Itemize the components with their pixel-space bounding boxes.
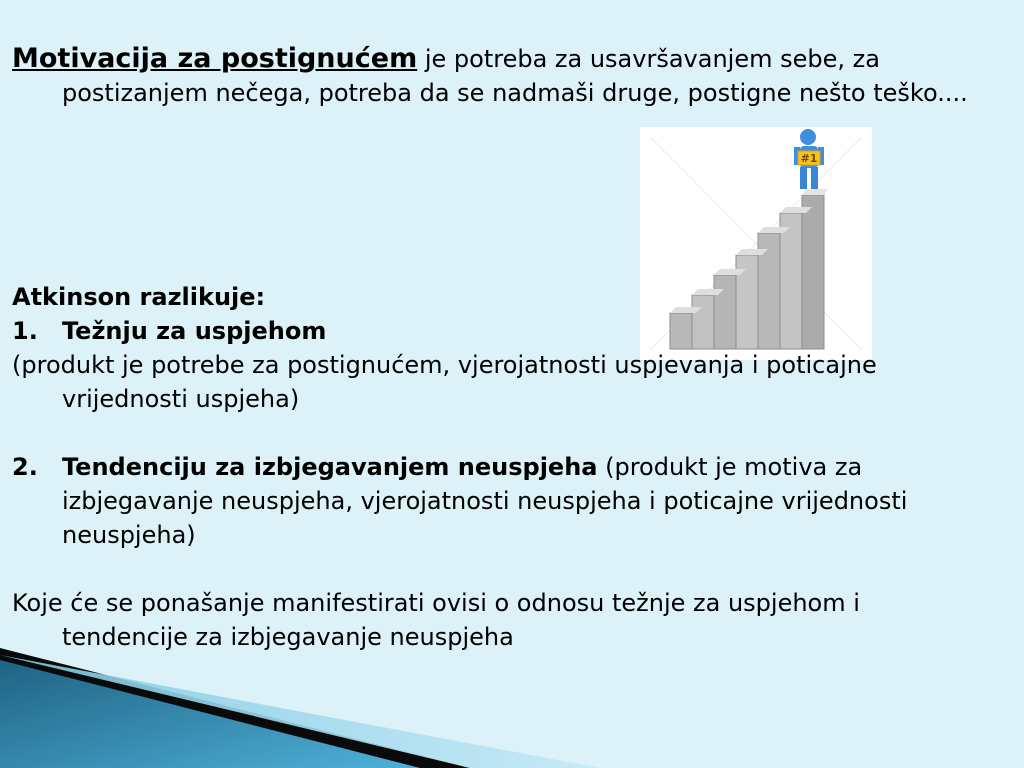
conclusion-paragraph: Koje će se ponašanje manifestirati ovisi o odnosu težnje za uspjehom i tendencije za izbjegavanje neuspjeha — [12, 589, 860, 651]
list-item-1 — [12, 314, 972, 348]
slide-content — [12, 42, 972, 654]
atkinson-heading: Atkinson razlikuje: — [12, 283, 266, 311]
definition-text: je potreba za usavršavanjem sebe, za postizanjem nečega, potreba da se nadmaši druge, postigne nešto teško.... — [62, 45, 968, 107]
list-item-1-number: 1. — [12, 317, 38, 345]
list-item-1-label: Težnju za uspjehom — [62, 317, 327, 345]
definition-term: Motivacija za postignućem — [12, 43, 418, 74]
list-item-2 — [12, 450, 972, 552]
list-item-2-number: 2. — [12, 453, 38, 481]
item-1-explanation: (produkt je potrebe za postignućem, vjerojatnosti uspjevanja i poticajne vrijednosti uspjeha) — [12, 351, 877, 413]
list-item-2-explanation: (produkt je motiva za izbjegavanje neuspjeha, vjerojatnosti neuspjeha i poticajne vrijednosti neuspjeha) — [62, 453, 908, 549]
rank-badge: #1 — [800, 152, 818, 165]
list-item-2-label: Tendenciju za izbjegavanjem neuspjeha — [62, 453, 598, 481]
definition-paragraph — [12, 42, 972, 110]
